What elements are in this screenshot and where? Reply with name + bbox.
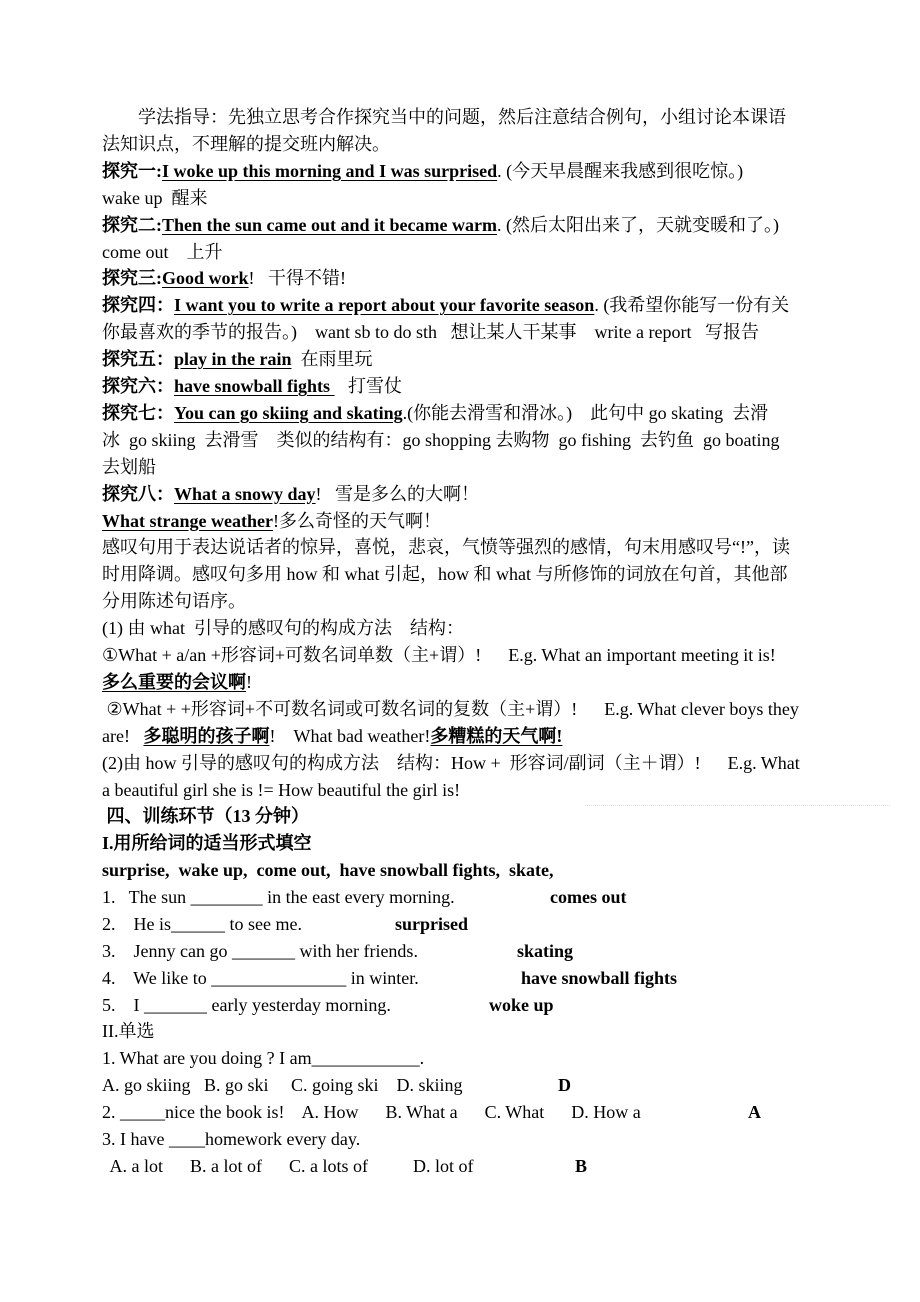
word-bank: surprise, wake up, come out, have snowball fights, skate, [102, 860, 554, 880]
text-line [102, 777, 460, 804]
label: 探究六： [102, 376, 174, 396]
fill-item: 3. Jenny can go _______ with her friends. [102, 941, 418, 961]
mc-answer: B [575, 1156, 588, 1176]
text-line [102, 400, 768, 427]
text-segment: come out 上升 [102, 241, 223, 262]
text-line [102, 642, 776, 669]
mc-question-options: 2. _____nice the book is! A. How B. What a C. What D. How a [102, 1102, 641, 1122]
key-phrase: Then the sun came out and it became warm [162, 214, 497, 235]
text-line [102, 158, 743, 185]
mc-question: 1. What are you doing ? I am____________. [102, 1048, 425, 1068]
fill-answer: comes out [550, 887, 627, 907]
key-phrase: You can go skiing and skating [174, 402, 403, 423]
text-line [102, 750, 800, 777]
text-line [102, 588, 246, 615]
text-segment: ! What bad weather! [269, 725, 431, 746]
fill-answer: surprised [395, 914, 469, 934]
text-segment: 感叹句用于表达说话者的惊异，喜悦，悲哀，气愤等强烈的感情，句末用感叹号“!”，读 [102, 537, 790, 558]
text-line [102, 615, 464, 642]
dotted-rule [585, 805, 890, 806]
key-phrase: have snowball fights [174, 376, 335, 396]
part2-title: II.单选 [102, 1021, 155, 1041]
mc-answer: A [748, 1102, 761, 1122]
text-segment: 法知识点，不理解的提交班内解决。 [102, 133, 390, 154]
text-segment: 学法指导：先独立思考合作探究当中的问题，然后注意结合例句，小组讨论本课语 [138, 107, 786, 127]
text-line [102, 696, 799, 723]
label: 探究八： [102, 483, 174, 504]
text-segment: are! [102, 725, 144, 746]
text-line [102, 561, 787, 588]
fill-item: 1. The sun ________ in the east every morning. [102, 887, 455, 907]
fill-answer: skating [517, 941, 574, 961]
text-line [102, 185, 207, 212]
text-segment: ②What + +形容词+不可数名词或可数名词的复数（主+谓）! E.g. What clever boys they [102, 698, 799, 719]
text-line [102, 212, 779, 239]
key-phrase: I want you to write a report about your favorite season [174, 295, 595, 316]
text-segment: ! 干得不错! [248, 268, 347, 289]
key-phrase: 多么重要的会议啊 [102, 671, 246, 692]
text-line [138, 104, 786, 131]
text-segment: 你最喜欢的季节的报告。) want sb to do sth 想让某人干某事 write a report 写报告 [102, 322, 759, 343]
text-line [102, 427, 780, 454]
text-segment: . (我希望你能写一份有关 [594, 295, 790, 316]
text-line [102, 131, 390, 158]
section-heading: 四、训练环节（13 分钟） [102, 806, 309, 826]
text-segment: ! [246, 671, 252, 692]
text-segment: ①What + a/an +形容词+可数名词单数（主+谓）! E.g. What an important meeting it is! [102, 645, 776, 665]
text-segment: wake up 醒来 [102, 187, 208, 208]
text-line [102, 723, 562, 750]
text-segment: !多么奇怪的天气啊！ [272, 510, 441, 531]
text-line [102, 669, 252, 696]
label: 探究五： [102, 349, 174, 370]
key-phrase: play in the rain [174, 349, 292, 370]
fill-answer: woke up [489, 995, 554, 1015]
text-segment: 分用陈述句语序。 [102, 591, 246, 612]
label: 探究三: [102, 268, 162, 289]
text-line [102, 508, 441, 535]
text-segment: . (然后太阳出来了，天就变暖和了。) [497, 214, 779, 235]
text-line [102, 373, 402, 400]
text-line [102, 346, 373, 373]
text-line [102, 319, 759, 346]
text-segment: (2)由 how 引导的感叹句的构成方法 结构：How + 形容词/副词（主＋谓）! E.g. What [102, 752, 800, 773]
text-segment: .(你能去滑雪和滑冰。) 此句中 go skating 去滑 [402, 402, 769, 423]
label: 探究一: [102, 160, 162, 181]
text-line [102, 534, 790, 561]
text-segment: ! 雪是多么的大啊！ [315, 483, 480, 504]
fill-item: 2. He is______ to see me. [102, 914, 302, 934]
mc-question: 3. I have ____homework every day. [102, 1129, 361, 1149]
part1-title: I.用所给词的适当形式填空 [102, 833, 312, 853]
text-segment: a beautiful girl she is != How beautiful the girl is! [102, 779, 461, 800]
key-phrase: 多聪明的孩子啊 [143, 725, 270, 746]
text-segment: 在雨里玩 [291, 349, 373, 370]
key-phrase: I woke up this morning and I was surprised [162, 160, 498, 181]
key-phrase: What a snowy day [174, 483, 316, 504]
key-phrase: 多糟糕的天气啊! [430, 725, 563, 746]
mc-options: A. go skiing B. go ski C. going ski D. skiing [102, 1075, 463, 1095]
label: 探究七： [102, 402, 174, 423]
key-phrase: What strange weather [102, 510, 273, 531]
fill-item: 5. I _______ early yesterday morning. [102, 995, 391, 1015]
text-line [102, 481, 479, 508]
text-line [102, 292, 789, 319]
fill-item: 4. We like to _______________ in winter. [102, 968, 419, 988]
text-segment: . (今天早晨醒来我感到很吃惊。) [497, 160, 744, 181]
text-segment: 冰 go skiing 去滑雪 类似的结构有：go shopping 去购物 go fishing 去钓鱼 go boating [102, 429, 780, 450]
text-segment: 打雪仗 [334, 376, 403, 396]
label: 探究四： [102, 295, 174, 316]
fill-answer: have snowball fights [521, 968, 678, 988]
mc-options: A. a lot B. a lot of C. a lots of D. lot of [106, 1156, 474, 1176]
text-segment: 时用降调。感叹句多用 how 和 what 引起，how 和 what 与所修饰的词放在句首，其他部 [102, 564, 788, 585]
text-segment: 去划船 [102, 456, 156, 477]
mc-answer: D [558, 1075, 571, 1095]
text-line [102, 454, 156, 481]
label: 探究二: [102, 214, 162, 235]
text-line [102, 265, 346, 292]
text-line [102, 239, 222, 266]
text-segment: (1) 由 what 引导的感叹句的构成方法 结构： [102, 618, 464, 639]
key-phrase: Good work [162, 268, 249, 289]
